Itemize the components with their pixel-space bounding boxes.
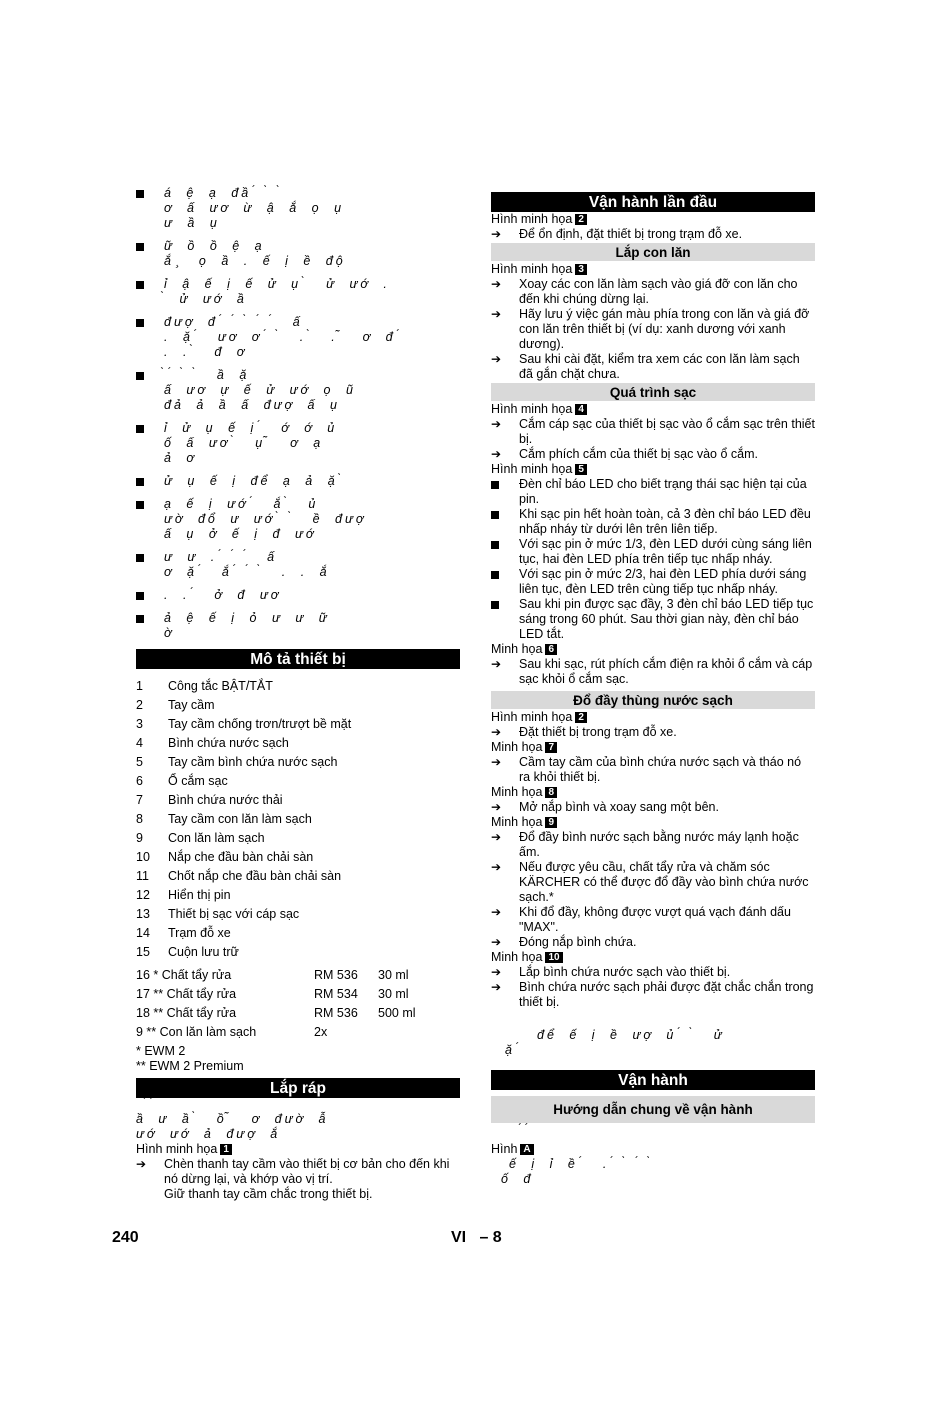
step xyxy=(491,307,815,352)
figure-reference xyxy=(136,1142,460,1157)
garbled-text-line: ̀ ́ ̀ ̀ ầ ặ xyxy=(164,368,250,382)
safety-bullet-item xyxy=(136,315,460,360)
step-text: Cắm phích cắm của thiết bị sạc vào ổ cắm. xyxy=(519,447,758,461)
part-name: Hiển thị pin xyxy=(168,888,231,902)
figure-number-badge: 7 xyxy=(545,742,557,753)
accessory-volume: 30 ml xyxy=(378,968,409,982)
arrow-icon: ➔ xyxy=(491,725,502,739)
step xyxy=(491,980,815,1010)
accessory-order-code: RM 536 xyxy=(314,1006,358,1020)
note-garbled-line: ặ ́ xyxy=(505,1043,528,1057)
bullet-square-icon xyxy=(136,550,156,566)
bullet-item xyxy=(491,537,815,567)
step-text: Giữ thanh tay cầm chắc trong thiết bị. xyxy=(164,1187,373,1201)
part-name: Bình chứa nước thải xyxy=(168,793,283,807)
figure-reference xyxy=(491,950,815,965)
figure-label: Hình minh họa xyxy=(491,262,573,276)
step-text: Sau khi pin được sạc đầy, 3 đèn chỉ báo LED tiếp tục sáng trong 60 phút. Sau thời gian này, đèn chỉ báo LED tắt. xyxy=(519,597,814,641)
part-number: 4 xyxy=(136,736,143,750)
garbled-text-line: . . ́ ở đ ươ xyxy=(164,588,282,602)
square-marker xyxy=(136,592,144,600)
figure-label: Minh họa xyxy=(491,815,543,829)
square-marker xyxy=(136,554,144,562)
part-number: 1 xyxy=(136,679,143,693)
part-item xyxy=(136,888,460,903)
safety-bullet-item xyxy=(136,550,460,580)
charging-heading: Quá trình sạc xyxy=(491,383,815,401)
square-marker xyxy=(136,501,144,509)
general-operation-heading xyxy=(491,1096,815,1123)
figure-number-badge: 8 xyxy=(545,787,557,798)
safety-bullet-item xyxy=(136,497,460,542)
part-number: 14 xyxy=(136,926,150,940)
figure-number-badge: 9 xyxy=(545,817,557,828)
footnote-ewm2: * EWM 2 xyxy=(136,1044,186,1058)
garbled-line: ố đ xyxy=(501,1172,534,1186)
step xyxy=(491,277,815,307)
step-text: Sau khi cài đặt, kiểm tra xem các con lăn làm sạch đã gắn chặt chưa. xyxy=(519,352,800,381)
arrow-icon: ➔ xyxy=(491,830,502,844)
arrow-icon: ➔ xyxy=(491,227,502,241)
bullet-square-icon xyxy=(491,597,511,613)
part-number: 2 xyxy=(136,698,143,712)
part-item xyxy=(136,698,460,713)
square-marker xyxy=(136,243,144,251)
part-item xyxy=(136,717,460,732)
part-item xyxy=(136,907,460,922)
figure-reference xyxy=(491,740,815,755)
step-text: Đèn chỉ báo LED cho biết trạng thái sạc hiện tại của pin. xyxy=(519,477,807,506)
garbled-text-line: ờ xyxy=(164,626,175,640)
figure-number-badge: 1 xyxy=(220,1144,232,1155)
square-marker xyxy=(491,571,499,579)
step-text: Với sạc pin ở mức 2/3, hai đèn LED phía dưới sáng liên tục, đèn LED trên cùng tiếp tục nhấp nháy. xyxy=(519,567,807,596)
accessory-row xyxy=(136,1006,460,1021)
footnote-ewm2-premium: ** EWM 2 Premium xyxy=(136,1059,244,1073)
step xyxy=(491,935,815,950)
arrow-icon: ➔ xyxy=(491,277,502,291)
square-marker xyxy=(136,281,144,289)
bullet-square-icon xyxy=(136,315,156,331)
step-text: Hãy lưu ý việc gán màu phía trong con lăn và giá đỡ con lăn trên thiết bị (ví dụ: xanh dương với xanh dương). xyxy=(519,307,810,351)
figure-label: Hình minh họa xyxy=(491,462,573,476)
part-name: Tay cầm chống trơn/trượt bề mặt xyxy=(168,717,352,731)
garbled-text-line: ấ ươ ự ế ử ướ ọ ũ xyxy=(164,383,356,397)
part-number: 10 xyxy=(136,850,150,864)
parts-list xyxy=(136,679,460,960)
figure-number-badge: A xyxy=(520,1144,533,1155)
part-name: Tay cầm con lăn làm sạch xyxy=(168,812,312,826)
language-page-code: VI – 8 xyxy=(451,1229,502,1246)
garbled-text-line: ả ơ xyxy=(164,451,197,465)
part-number: 9 xyxy=(136,831,143,845)
accessory-order-code: 2x xyxy=(314,1025,328,1039)
accessories-list xyxy=(136,968,460,1040)
arrow-icon: ➔ xyxy=(491,307,502,321)
step-text: Đổ đầy bình nước sạch bằng nước máy lạnh hoặc ấm. xyxy=(519,830,799,859)
garbled-text-line: đả ả ầ ấ đượ ấ ụ xyxy=(164,398,340,412)
install-roller-heading: Lắp con lăn xyxy=(491,243,815,261)
arrow-icon: ➔ xyxy=(491,980,502,994)
square-marker xyxy=(491,511,499,519)
garbled-text-line: ử ụ ế ị để ạ ả ặ ̀ xyxy=(164,474,351,488)
square-marker xyxy=(491,541,499,549)
assembly-step xyxy=(136,1157,460,1202)
figure-label: Hình minh họa xyxy=(491,710,573,724)
right-column xyxy=(491,192,815,1187)
garbled-text-line: ư ầ ụ xyxy=(164,216,220,230)
figure-reference xyxy=(491,642,815,657)
part-name: Tay cầm xyxy=(168,698,215,712)
figure-label: Hình minh họa xyxy=(491,402,573,416)
arrow-icon: ➔ xyxy=(491,755,502,769)
step-text: Chèn thanh tay cầm vào thiết bị cơ bản cho đến khi nó dừng lại, và khớp vào vị trí. xyxy=(164,1157,450,1186)
left-column xyxy=(136,186,460,1202)
accessory-order-code: RM 536 xyxy=(314,968,358,982)
figure-number-badge: 5 xyxy=(575,464,587,475)
part-name: Nắp che đầu bàn chải sàn xyxy=(168,850,314,864)
figure-reference xyxy=(491,815,815,830)
step xyxy=(491,227,815,242)
part-name: Thiết bị sạc với cáp sạc xyxy=(168,907,300,921)
part-name: Bình chứa nước sạch xyxy=(168,736,289,750)
bullet-square-icon xyxy=(136,588,156,604)
step xyxy=(491,800,815,815)
square-marker xyxy=(136,478,144,486)
figure-reference xyxy=(491,262,815,277)
part-name: Công tắc BẬT/TẮT xyxy=(168,679,273,693)
garbled-text-line: ữ ồ ồ ệ ạ xyxy=(164,239,265,253)
garbled-text-line: ỉ ậ ế ị ế ử ụ ̀ ử ướ . xyxy=(164,277,390,291)
safety-bullet-item xyxy=(136,277,460,307)
safety-bullet-item xyxy=(136,186,460,231)
bullet-square-icon xyxy=(136,474,156,490)
square-marker xyxy=(491,601,499,609)
bullet-square-icon xyxy=(136,611,156,627)
bullet-square-icon xyxy=(136,277,156,293)
part-number: 7 xyxy=(136,793,143,807)
accessory-name: 18 ** Chất tẩy rửa xyxy=(136,1006,237,1020)
bullet-square-icon xyxy=(136,186,156,202)
part-number: 12 xyxy=(136,888,150,902)
part-number: 8 xyxy=(136,812,143,826)
arrow-icon: ➔ xyxy=(491,417,502,431)
garbled-text-line: ư ư . ́ ́ ́ ấ xyxy=(164,550,278,564)
arrow-icon: ➔ xyxy=(491,860,502,874)
bullet-square-icon xyxy=(136,421,156,437)
charge-steps xyxy=(491,417,815,462)
figure-label: Minh họa xyxy=(491,785,543,799)
figure-label: Minh họa xyxy=(491,642,543,656)
safety-bullet-item xyxy=(136,474,460,489)
step-text: Đóng nắp bình chứa. xyxy=(519,935,637,949)
arrow-icon: ➔ xyxy=(491,657,502,671)
bullet-item xyxy=(491,567,815,597)
figure-reference xyxy=(491,402,815,417)
step xyxy=(491,860,815,905)
bullet-item xyxy=(491,597,815,642)
figure-number-badge: 2 xyxy=(575,214,587,225)
step xyxy=(491,352,815,382)
part-number: 13 xyxy=(136,907,150,921)
bullet-square-icon xyxy=(491,507,511,523)
step xyxy=(491,830,815,860)
accessory-row xyxy=(136,987,460,1002)
garbled-text-line: ắ ̧ ọ ầ . ế ị ề độ xyxy=(164,254,346,268)
general-operation-title: Hướng dẫn chung về vận hành xyxy=(553,1102,753,1117)
figure-label: Minh họa xyxy=(491,950,543,964)
square-marker xyxy=(136,372,144,380)
figure-reference xyxy=(491,785,815,800)
step-text: Xoay các con lăn làm sạch vào giá đỡ con lăn cho đến khi chúng dừng lại. xyxy=(519,277,798,306)
fill-steps xyxy=(491,830,815,950)
garbled-text-line: ỉ ử ụ ế ị ́ ớ ớ ủ xyxy=(164,421,338,435)
garbled-text-line: ố ấ ươ ̀ ụ ̃ ơ ạ xyxy=(164,436,324,450)
figure-label: Hình minh họa xyxy=(491,212,573,226)
part-name: Con lăn làm sạch xyxy=(168,831,265,845)
square-marker xyxy=(491,481,499,489)
part-item xyxy=(136,850,460,865)
figure-number-badge: 3 xyxy=(575,264,587,275)
garbled-line: ́ ́ xyxy=(521,1124,537,1138)
safety-bullet-item xyxy=(136,611,460,641)
figure-number-badge: 2 xyxy=(575,712,587,723)
garbled-text-line: ả ệ ế ị ỏ ư ư ữ xyxy=(164,611,330,625)
garbled-text-line: đượ đ ́ ́ ̀ ́ ́ ấ xyxy=(164,315,303,329)
arrow-icon: ➔ xyxy=(491,447,502,461)
bullet-square-icon xyxy=(136,497,156,513)
figure-number-badge: 6 xyxy=(545,644,557,655)
step-text: Bình chứa nước sạch phải được đặt chắc chắn trong thiết bị. xyxy=(519,980,814,1009)
figure-label: Minh họa xyxy=(491,740,543,754)
bullet-square-icon xyxy=(136,239,156,255)
first-operation-heading: Vận hành lần đầu xyxy=(491,192,815,212)
accessory-name: 17 ** Chất tẩy rửa xyxy=(136,987,237,1001)
accessory-row xyxy=(136,1025,460,1040)
step-text: Mở nắp bình và xoay sang một bên. xyxy=(519,800,719,814)
garbled-text-line: . . ̀ đ ơ xyxy=(164,345,248,359)
part-item xyxy=(136,926,460,941)
step-text: Cầm tay cầm của bình chứa nước sạch và tháo nó ra khỏi thiết bị. xyxy=(519,755,802,784)
part-name: Cuộn lưu trữ xyxy=(168,945,239,959)
part-number: 5 xyxy=(136,755,143,769)
step xyxy=(491,965,815,980)
arrow-icon: ➔ xyxy=(491,800,502,814)
part-item xyxy=(136,869,460,884)
garbled-text-line: ơ ặ ́ ắ ́ ́ ̀ . . ắ xyxy=(164,565,330,579)
arrow-icon: ➔ xyxy=(491,965,502,979)
part-name: Trạm đỗ xe xyxy=(168,926,231,940)
led-status-list xyxy=(491,477,815,642)
operation-heading: Vận hành xyxy=(491,1070,815,1090)
arrow-icon: ➔ xyxy=(491,352,502,366)
assembly-heading: Lắp ráp xyxy=(136,1078,460,1098)
accessory-name: 9 ** Con lăn làm sạch xyxy=(136,1025,257,1039)
step-text: Đặt thiết bị trong trạm đỗ xe. xyxy=(519,725,677,739)
garbled-text-line: ơ ấ ươ ừ ậ ắ ọ ụ xyxy=(164,201,345,215)
assembly-garbled-line: ầ ư ầ ̀ ồ ̃ ơ đườ ẫ xyxy=(136,1112,329,1126)
accessory-order-code: RM 534 xyxy=(314,987,358,1001)
figure-reference xyxy=(491,462,815,477)
part-item xyxy=(136,831,460,846)
garbled-line: ế ị ỉ ề ́ . ́ ̀ ́ ̀ xyxy=(509,1157,660,1171)
figure-reference xyxy=(491,1142,815,1157)
figure-number-badge: 10 xyxy=(545,952,562,963)
accessory-row xyxy=(136,968,460,983)
step xyxy=(491,417,815,447)
square-marker xyxy=(136,425,144,433)
figure-label: Hình minh họa xyxy=(136,1142,218,1156)
step-text: Khi đổ đầy, không được vượt quá vạch đánh dấu "MAX". xyxy=(519,905,791,934)
page-number: 240 xyxy=(112,1229,139,1246)
figure-label: Hình xyxy=(491,1142,518,1156)
device-description-heading: Mô tả thiết bị xyxy=(136,649,460,669)
step-text: Với sạc pin ở mức 1/3, đèn LED dưới cùng sáng liên tục, hai đèn LED phía trên tiếp tục nhấp nháy. xyxy=(519,537,812,566)
safety-bullet-list xyxy=(136,186,460,641)
arrow-icon: ➔ xyxy=(491,935,502,949)
step-text: Để ổn định, đặt thiết bị trong trạm đỗ xe. xyxy=(519,227,743,241)
garbled-text-line: ạ ế ị ướ ́ ắ ̀ ủ xyxy=(164,497,319,511)
accessory-volume: 30 ml xyxy=(378,987,409,1001)
part-item xyxy=(136,812,460,827)
garbled-text-line: ̀ ử ướ ầ xyxy=(164,292,247,306)
accessory-volume: 500 ml xyxy=(378,1006,416,1020)
part-number: 6 xyxy=(136,774,143,788)
part-name: Ổ cắm sạc xyxy=(168,774,228,788)
assembly-garbled-line: ướ ướ ả đượ ắ xyxy=(136,1127,281,1141)
safety-bullet-item xyxy=(136,421,460,466)
part-number: 3 xyxy=(136,717,143,731)
note-garbled-line: để ế ị ề ượ ủ ́ ̀ ử xyxy=(537,1028,725,1042)
part-item xyxy=(136,736,460,751)
safety-bullet-item xyxy=(136,588,460,603)
accessory-name: 16 * Chất tẩy rửa xyxy=(136,968,232,982)
step xyxy=(491,725,815,740)
step xyxy=(491,447,815,462)
part-item xyxy=(136,774,460,789)
step-text: Cắm cáp sạc của thiết bị sạc vào ổ cắm sạc trên thiết bị. xyxy=(519,417,815,446)
step-text: Nếu được yêu cầu, chất tẩy rửa và chăm sóc KÄRCHER có thể được đổ đầy vào bình chứa nước sạch.* xyxy=(519,860,809,904)
figure-reference xyxy=(491,710,815,725)
part-item xyxy=(136,679,460,694)
fill-tank-heading: Đổ đầy thùng nước sạch xyxy=(491,691,815,709)
step xyxy=(491,905,815,935)
bullet-square-icon xyxy=(491,567,511,583)
part-item xyxy=(136,755,460,770)
arrow-icon: ➔ xyxy=(491,905,502,919)
step-text: Khi sạc pin hết hoàn toàn, cả 3 đèn chỉ báo LED đều nhấp nháy từ dưới lên trên liên tiếp. xyxy=(519,507,811,536)
garbled-text-line: ườ đổ ư ướ ̀ ̀ ề đượ xyxy=(164,512,367,526)
square-marker xyxy=(136,319,144,327)
safety-bullet-item xyxy=(136,368,460,413)
part-number: 15 xyxy=(136,945,150,959)
figure-number-badge: 4 xyxy=(575,404,587,415)
roller-steps xyxy=(491,277,815,382)
bullet-square-icon xyxy=(491,537,511,553)
part-item xyxy=(136,793,460,808)
part-number: 11 xyxy=(136,869,149,883)
step xyxy=(491,755,815,785)
bullet-item xyxy=(491,477,815,507)
bullet-item xyxy=(491,507,815,537)
safety-bullet-item xyxy=(136,239,460,269)
step-text: Sau khi sạc, rút phích cắm điện ra khỏi ổ cắm và cáp sạc khỏi ổ cắm sạc. xyxy=(519,657,813,686)
part-name: Chốt nắp che đầu bàn chải sàn xyxy=(168,869,342,883)
figure-reference xyxy=(491,212,815,227)
part-name: Tay cầm bình chứa nước sạch xyxy=(168,755,338,769)
square-marker xyxy=(136,190,144,198)
arrow-icon: ➔ xyxy=(136,1157,147,1171)
insert-tank-steps xyxy=(491,965,815,1010)
part-item xyxy=(136,945,460,960)
garbled-text-line: ấ ụ ở ế ị đ ướ xyxy=(164,527,317,541)
bullet-square-icon xyxy=(491,477,511,493)
step-text: Lắp bình chứa nước sạch vào thiết bị. xyxy=(519,965,731,979)
assembly-garbled-line: ́ ́ xyxy=(146,1098,162,1112)
garbled-text-line: á ệ ạ đầ ́ ̀ ̀ xyxy=(164,186,289,200)
square-marker xyxy=(136,615,144,623)
step xyxy=(491,657,815,687)
garbled-text-line: . ặ ́ ươ ơ ́ ̀ . ̀ . ̃ ơ đ ́ xyxy=(164,330,409,344)
bullet-square-icon xyxy=(136,368,156,384)
